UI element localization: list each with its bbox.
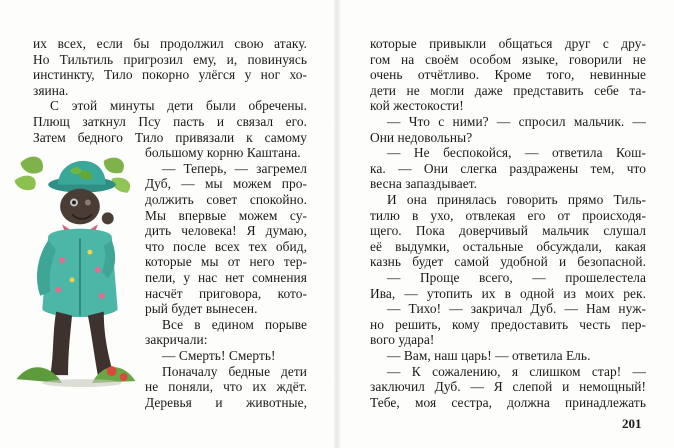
- text-line: Тебе, моя сестра, должна принадлежать: [370, 394, 646, 410]
- text-line: рый будет вынесен.: [145, 301, 258, 317]
- text-line: которые привыкли общаться друг с дру-: [370, 36, 646, 51]
- text-line: весна запаздывает.: [370, 176, 478, 192]
- page-number: 201: [622, 416, 642, 432]
- text-line: что после всех тех обид,: [145, 238, 307, 254]
- text-line: — Смерть! Смерть!: [162, 348, 276, 363]
- text-line: гом на своём особом языке, говорили не: [370, 51, 646, 67]
- text-line: зяина.: [33, 82, 69, 98]
- text-line: С этой минуты дети были обречены.: [50, 98, 307, 114]
- text-line: Дуб, — мы можем про-: [145, 176, 307, 192]
- text-line: Поначалу бедные дети: [162, 363, 307, 379]
- text-line: но решить, кому предоставить честь пер-: [370, 316, 646, 332]
- text-line: должить совет спокойно.: [145, 192, 307, 207]
- text-line: кой жестокости!: [370, 98, 464, 114]
- right-page: [337, 0, 674, 448]
- text-line: — К сожалению, я слишком стар! —: [387, 363, 646, 379]
- text-line: казнь будет самой удобной и безопасной.: [370, 254, 646, 270]
- text-line: вого удара!: [370, 332, 435, 348]
- text-line: дить человека! Я думаю,: [145, 223, 307, 239]
- text-line: большому корню Каштана.: [145, 145, 301, 161]
- text-line: ка. — Они слегка раздражены тем, что: [370, 160, 646, 176]
- text-line: их всех, если бы продолжил свою атаку.: [33, 36, 307, 51]
- text-line: Ива, — утопить их в одной из моих рек.: [370, 285, 646, 301]
- text-line: закричали:: [145, 332, 208, 348]
- text-line: дети не могли даже представить себе та-: [370, 82, 646, 98]
- text-line: И она принялась говорить прямо Тиль-: [387, 192, 646, 207]
- text-line: — Вам, наш царь! — ответила Ель.: [387, 348, 591, 363]
- text-line: Но Тильтиль пригрозил ему, и, повинуясь: [33, 51, 307, 67]
- text-line: — Что с ними? — спросил мальчик. —: [387, 114, 646, 129]
- illustration-oak-figure: [12, 141, 140, 389]
- text-line: тилю в ухо, отвлекая его от происходя-: [370, 207, 646, 223]
- text-line: Плющ заткнул Псу пасть и связал его.: [33, 114, 307, 129]
- text-line: не поняли, что их ждёт.: [145, 379, 307, 395]
- text-line: инстинкту, Тило покорно улёгся у ног хо-: [33, 67, 307, 83]
- text-line: Деревья и животные,: [145, 394, 307, 410]
- text-line: заключил Дуб. — Я слепой и немощный!: [370, 379, 646, 395]
- text-line: — Теперь, — загремел: [162, 160, 307, 176]
- text-line: её выдумки, остальные обсуждали, какая: [370, 238, 646, 254]
- text-line: очень отчётливо. Кроме того, невинные: [370, 67, 646, 83]
- text-line: — Не беспокойся, — ответила Кош-: [387, 145, 646, 161]
- text-line: которые мы от него тер-: [145, 254, 307, 270]
- text-line: Все в едином порыве: [162, 316, 307, 332]
- text-line: Они недовольны?: [370, 129, 473, 145]
- text-line: пели, у нас нет сомнения: [145, 270, 307, 285]
- text-line: Затем бедного Тило привязали к самому: [33, 129, 307, 145]
- text-line: насчёт приговора, кото-: [145, 285, 307, 301]
- text-line: — Проще всего, — прошелестела: [387, 270, 646, 285]
- text-line: щего. Пока доверчивый мальчик слушал: [370, 223, 646, 239]
- text-line: Мы впервые можем су-: [145, 207, 307, 223]
- text-line: — Тихо! — закричал Дуб. — Нам нуж-: [387, 301, 646, 317]
